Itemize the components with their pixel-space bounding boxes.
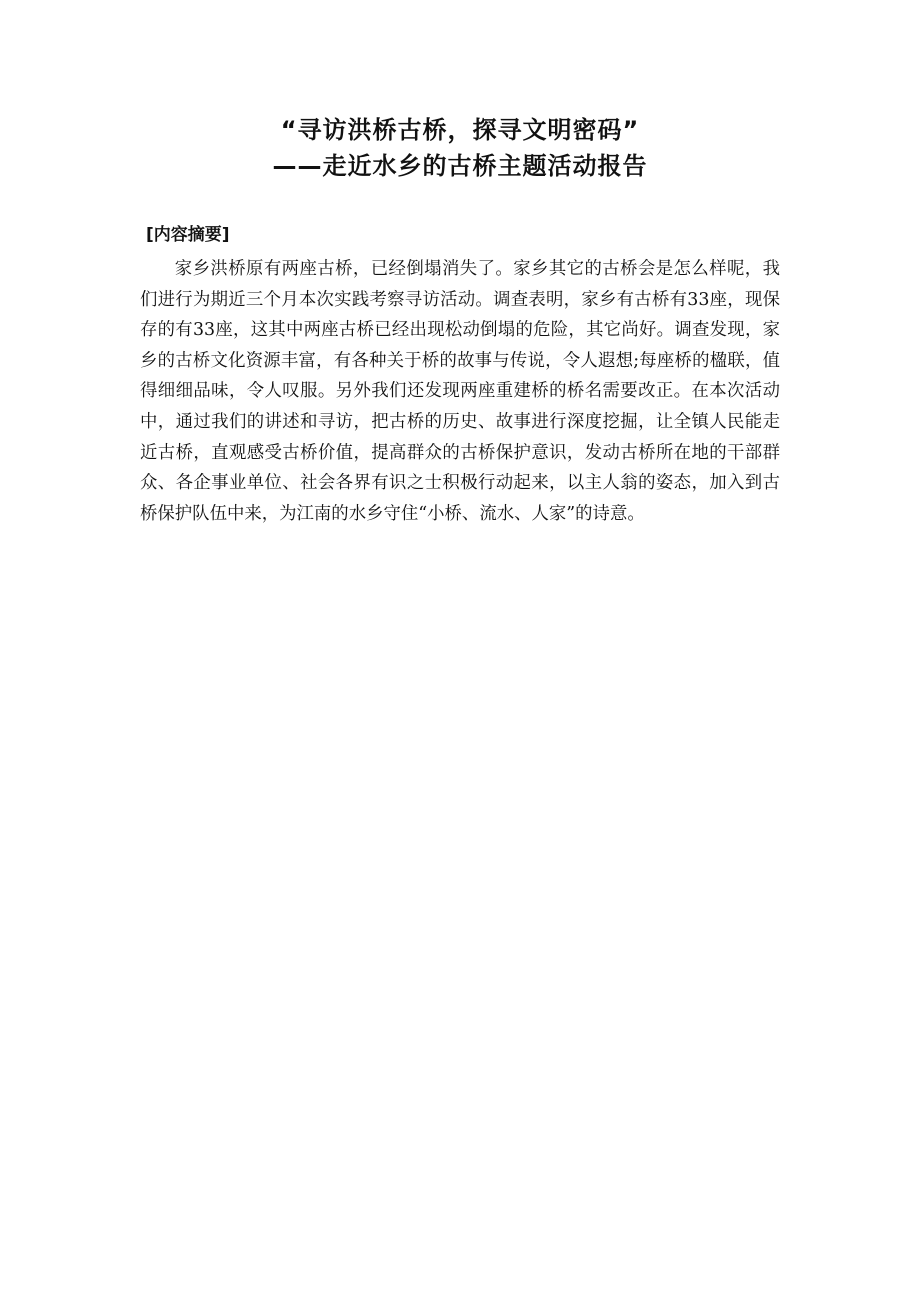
title-line-1: “寻访洪桥古桥，探寻文明密码” [280,116,640,144]
abstract-heading: [内容摘要] [146,225,230,245]
title-line-2: ——走近水乡的古桥主题活动报告 [272,152,648,180]
document-title [0,112,920,184]
abstract-body: 家乡洪桥原有两座古桥，已经倒塌消失了。家乡其它的古桥会是怎么样呢，我们进行为期近三个月本次实践考察寻访活动。调查表明，家乡有古桥有33座，现保存的有33座，这其中两座古桥已经出现松动倒塌的危险，其它尚好。调查发现，家乡的古桥文化资源丰富，有各种关于桥的故事与传说，令人遐想;每座桥的楹联，值得细细品味，令人叹服。另外我们还发现两座重建桥的桥名需要改正。在本次活动中，通过我们的讲述和寻访，把古桥的历史、故事进行深度挖掘，让全镇人民能走近古桥，直观感受古桥价值，提高群众的古桥保护意识，发动古桥所在地的干部群众、各企事业单位、社会各界有识之士积极行动起来，以主人翁的姿态，加入到古桥保护队伍中来，为江南的水乡守住“小桥、流水、人家”的诗意。 [140,259,780,524]
